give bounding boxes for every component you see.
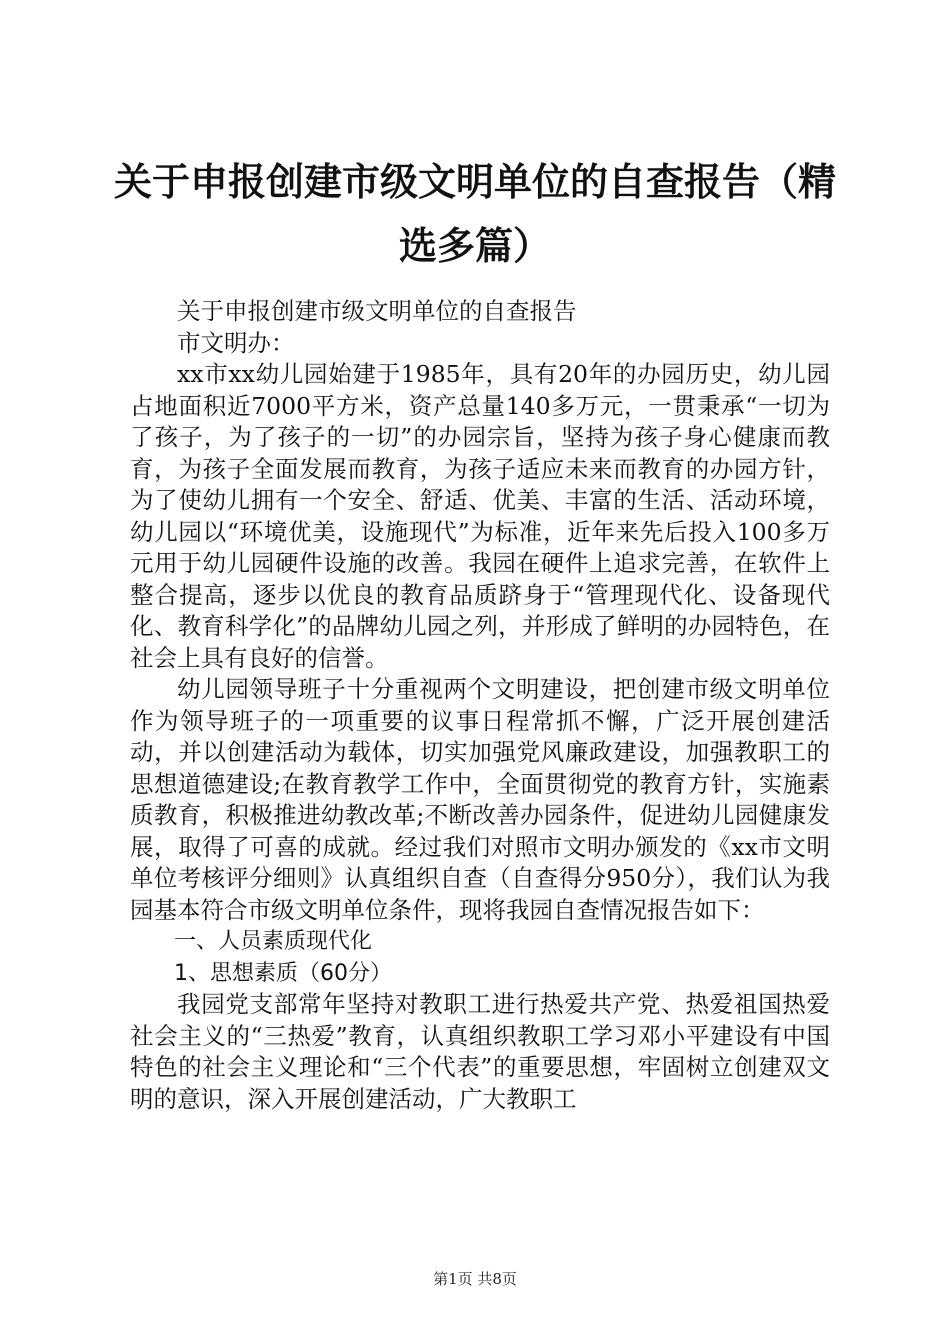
paragraph: 关于申报创建市级文明单位的自查报告 [177,297,577,325]
document-body [130,296,830,1115]
document-title: 关于申报创建市级文明单位的自查报告（精选多篇） [113,159,836,268]
paragraph: xx市xx幼儿园始建于1985年，具有20年的办园历史，幼儿园占地面积近7000平方米，资产总量140多万元，一贯秉承“一切为了孩子，为了孩子的一切”的办园宗旨，坚持为孩子身心健康而教育，为孩子全面发展而教育，为孩子适应未来而教育的办园方针，为了使幼儿拥有一个安全、舒适、优美、丰富的生活、活动环境，幼儿园以“环境优美，设施现代”为标准，近年来先后投入100多万元用于幼儿园硬件设施的改善。我园在硬件上追求完善，在软件上整合提高，逐步以优良的教育品质跻身于“管理现代化、设备现代化、教育科学化”的品牌幼儿园之列，并形成了鲜明的办园特色，在社会上具有良好的信誉。 [130,360,830,672]
subsection-heading: 1、思想素质（60分） [174,960,392,986]
page-footer: 第1页 共8页 [433,1270,517,1288]
section-heading: 一、人员素质现代化 [174,929,373,954]
paragraph: 幼儿园领导班子十分重视两个文明建设，把创建市级文明单位作为领导班子的一项重要的议事日程常抓不懈，广泛开展创建活动，并以创建活动为载体，切实加强党风廉政建设，加强教职工的思想道德建设;在教育教学工作中，全面贯彻党的教育方针，实施素质教育，积极推进幼教改革;不断改善办园条件，促进幼儿园健康发展，取得了可喜的成就。经过我们对照市文明办颁发的《xx市文明单位考核评分细则》认真组织自查（自查得分950分），我们认为我园基本符合市级文明单位条件，现将我园自查情况报告如下： [130,675,830,924]
paragraph: 我园党支部常年坚持对教职工进行热爱共产党、热爱祖国热爱社会主义的“三热爱”教育，认真组织教职工学习邓小平建设有中国特色的社会主义理论和“三个代表”的重要思想，牢固树立创建双文明的意识，深入开展创建活动，广大教职工 [130,990,830,1113]
paragraph: 市文明办： [177,328,295,357]
